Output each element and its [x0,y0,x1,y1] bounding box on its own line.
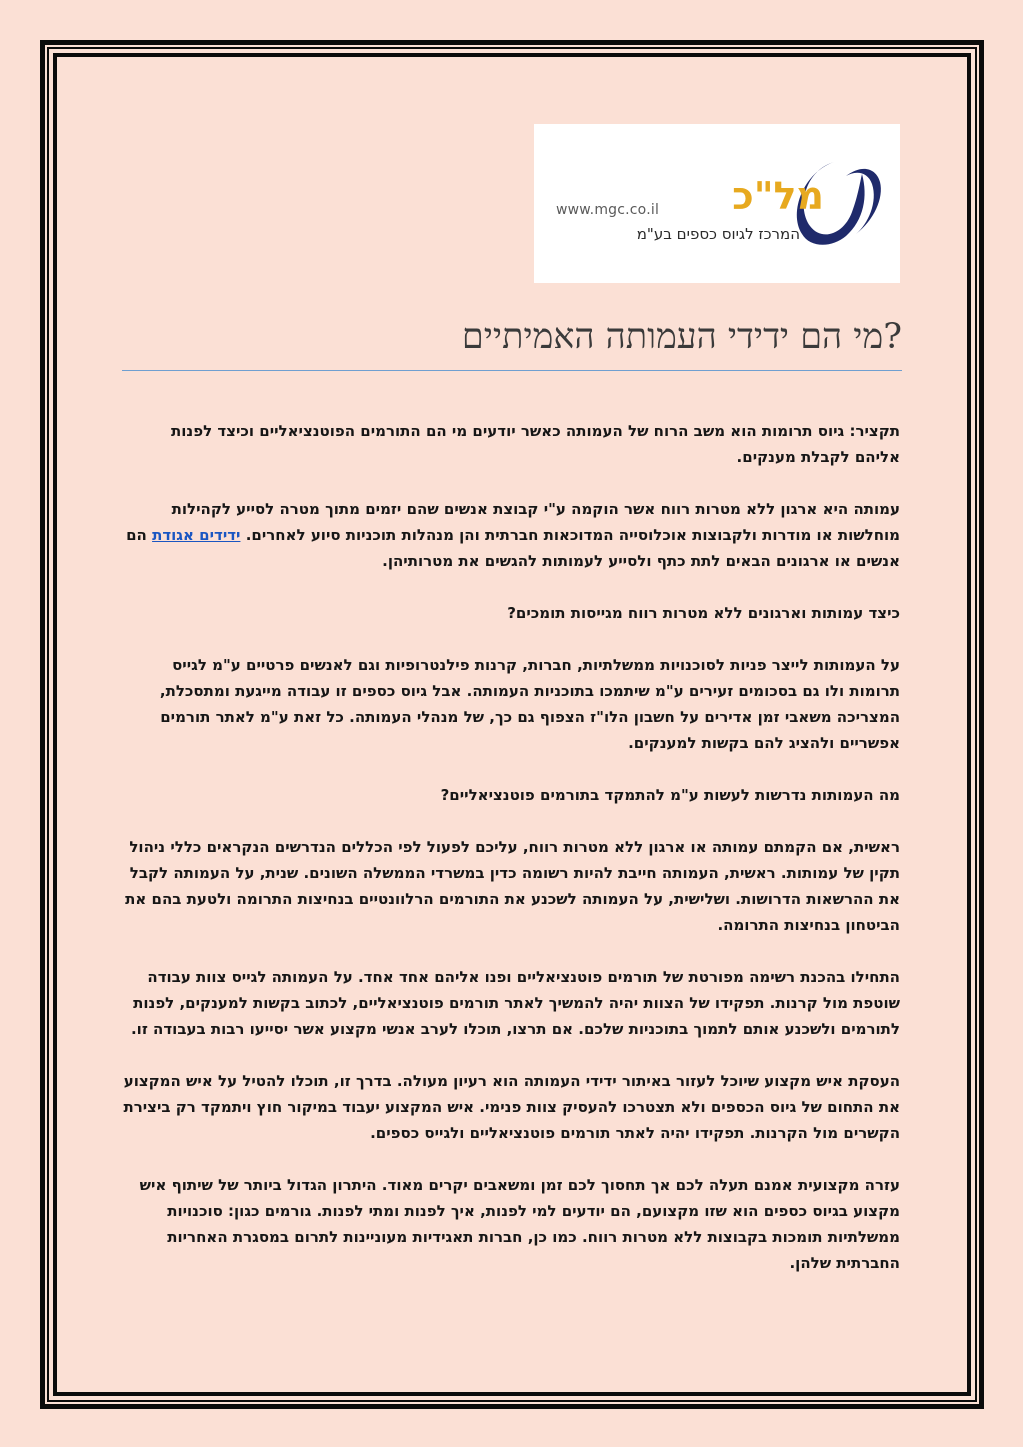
section-heading-what: מה העמותות נדרשות לעשות ע"מ להתמקד בתורמים פוטנציאליים? [440,786,900,804]
intro-paragraph [122,496,900,574]
intro-text-after: הם אנשים או ארגונים הבאים לתת כתף ולסייע לעמותות להגשים את מטרותיהן. [126,526,900,570]
body-paragraph-rules: ראשית, אם הקמתם עמותה או ארגון ללא מטרות רווח, עליכם לפעול לפי הכללים הנדרשים הנקראים כללי ניהול תקין של עמותות. ראשית, העמותה חייבת להיות רשומה כדין במשרדי הממשלה השונים. שנית, על העמותה לקבל את ההרשאות הדרושות. ושלישית, על העמותה לשכנע את התורמים הרלוונטיים בנחיצות התרומה ולטעת בהם את הביטחון בנחיצות התרומה. [125,838,900,934]
title-divider [122,370,902,371]
friends-association-link[interactable]: ידידים אגודת [152,526,241,544]
logo-name: מל"כ [732,174,824,218]
intro-text-before: עמותה היא ארגון ללא מטרות רווח אשר הוקמה ע"י קבוצת אנשים שהם יזמים מתוך מטרה לסייע לקהילות מוחלשות או מודרות ולקבוצות אוכלוסייה המדוכאות חברתית והן מנהלות תוכניות סיוע לאחרים. [171,500,900,544]
body-paragraph-advantage: עזרה מקצועית אמנם תעלה לכם אך תחסוך לכם זמן ומשאבים יקרים מאוד. היתרון הגדול ביותר של שיתוף איש מקצוע בגיוס כספים הוא שזו מקצועם, הם יודעים למי לפנות, איך לפנות ומתי לפנות. גורמים כגון: סוכנויות ממשלתיות תומכות בקבוצות ללא מטרות רווח. כמו כן, חברות תאגידיות מעוניינות לתרום במסגרת האחריות החברתית שלהן. [139,1176,900,1272]
article-body [122,418,900,1276]
body-paragraph-list: התחילו בהכנת רשימה מפורטת של תורמים פוטנציאליים ופנו אליהם אחד אחד. על העמותה לגייס צוות עבודה שוטפת מול קרנות. תפקידו של הצוות יהיה להמשיך לאתר תורמים פוטנציאליים, לכתוב בקשות למענקים, לפנות לתורמים ולשכנע אותם לתמוך בתוכניות שלכם. אם תרצו, תוכלו לערב אנשי מקצוע אשר יסייעו רבות בעבודה זו. [130,968,900,1038]
logo-url: www.mgc.co.il [556,202,660,218]
company-logo [534,124,900,283]
section-heading-how: כיצד עמותות וארגונים ללא מטרות רווח מגייסות תומכים? [507,604,900,622]
summary-paragraph: תקציר: גיוס תרומות הוא משב הרוח של העמותה כאשר יודעים מי הם התורמים הפוטנציאליים וכיצד לפנות אליהם לקבלת מענקים. [171,422,900,466]
page-title: ?מי הם ידידי העמותה האמיתיים [461,317,902,357]
body-paragraph-outreach: על העמותות לייצר פניות לסוכנויות ממשלתיות, חברות, קרנות פילנטרופיות וגם לאנשים פרטיים ע"מ לגייס תרומות ולו גם בסכומים זעירים ע"מ שיתמכו בתוכניות העמותה. אבל גיוס כספים זו עבודה מייגעת ומתסכלת, המצריכה משאבי זמן אדירים על חשבון הלו"ז הצפוף גם כך, של מנהלי העמותה. כל זאת ע"מ לאתר תורמים אפשריים ולהציג להם בקשות למענקים. [159,656,900,752]
logo-tagline: המרכז לגיוס כספים בע"מ [636,225,800,243]
body-paragraph-professional: העסקת איש מקצוע שיוכל לעזור באיתור ידידי העמותה הוא רעיון מעולה. בדרך זו, תוכלו להטיל על איש המקצוע את התחום של גיוס הכספים ולא תצטרכו להעסיק צוות פנימי. איש המקצוע יעבוד במיקור חוץ ויתמקד רק ביצירת הקשרים מול הקרנות. תפקידו יהיה לאתר תורמים פוטנציאליים ולגייס כספים. [123,1072,900,1142]
